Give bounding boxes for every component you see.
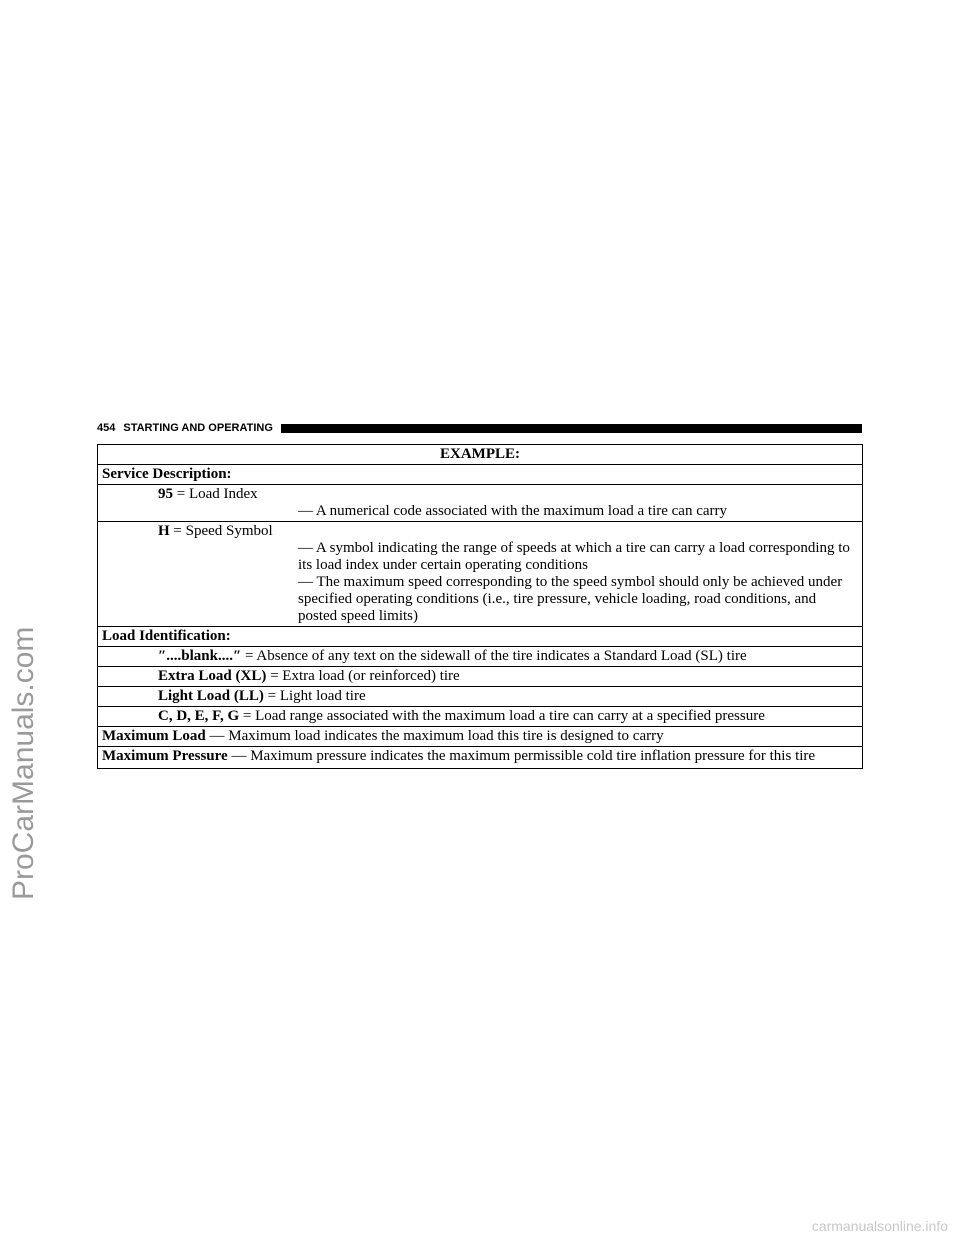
load-term: ″....blank....″: [158, 648, 242, 664]
maximum-pressure-desc: — Maximum pressure indicates the maximum permissible cold tire inflation pressure for this tire: [231, 748, 816, 764]
table-row: [98, 465, 863, 485]
load-desc: = Load range associated with the maximum load a tire can carry at a specified pressure: [242, 708, 765, 724]
load-term: Extra Load (XL): [158, 668, 267, 684]
speed-symbol-label: = Speed Symbol: [173, 523, 273, 539]
load-index-code: 95: [158, 486, 173, 502]
watermark-procarmanuals: ProCarManuals.com: [7, 626, 40, 900]
header-rule: [281, 424, 862, 433]
load-index-desc: — A numerical code associated with the maximum load a tire can carry: [298, 503, 728, 519]
load-index-label: = Load Index: [176, 486, 258, 502]
maximum-pressure-term: Maximum Pressure: [102, 748, 228, 764]
section-title: STARTING AND OPERATING: [123, 422, 273, 434]
page-number: 454: [97, 422, 116, 434]
speed-symbol-desc2: — The maximum speed corresponding to the speed symbol should only be achieved under specified operating conditions (i.e., tire pressure, vehicle loading, road conditions, and posted speed limits): [298, 574, 843, 624]
speed-symbol-code: H: [158, 523, 170, 539]
table-title: EXAMPLE:: [98, 445, 863, 465]
maximum-load-desc: — Maximum load indicates the maximum load this tire is designed to carry: [209, 728, 664, 744]
load-desc: = Absence of any text on the sidewall of the tire indicates a Standard Load (SL) tire: [245, 648, 747, 664]
watermark-carmanualsonline: carmanualsonline.info: [811, 1218, 948, 1234]
load-desc: = Extra load (or reinforced) tire: [270, 668, 460, 684]
load-index-cell: [98, 485, 863, 522]
table-row: [98, 707, 863, 727]
service-description-heading: Service Description:: [102, 466, 232, 482]
table-row: [98, 627, 863, 647]
load-term: Light Load (LL): [158, 688, 264, 704]
load-term: C, D, E, F, G: [158, 708, 240, 724]
load-identification-heading: Load Identification:: [102, 628, 231, 644]
table-row: [98, 687, 863, 707]
table-row: [98, 747, 863, 769]
tire-example-table: [97, 444, 863, 769]
page-header: [97, 421, 862, 435]
table-row: [98, 647, 863, 667]
table-row: [98, 522, 863, 627]
table-row: [98, 667, 863, 687]
table-row: [98, 727, 863, 747]
table-row: [98, 485, 863, 522]
maximum-load-term: Maximum Load: [102, 728, 206, 744]
table-row: [98, 445, 863, 465]
speed-symbol-desc1: — A symbol indicating the range of speeds at which a tire can carry a load corresponding to its load index under certain operating conditions: [298, 540, 850, 573]
load-desc: = Light load tire: [267, 688, 366, 704]
speed-symbol-cell: [98, 522, 863, 627]
